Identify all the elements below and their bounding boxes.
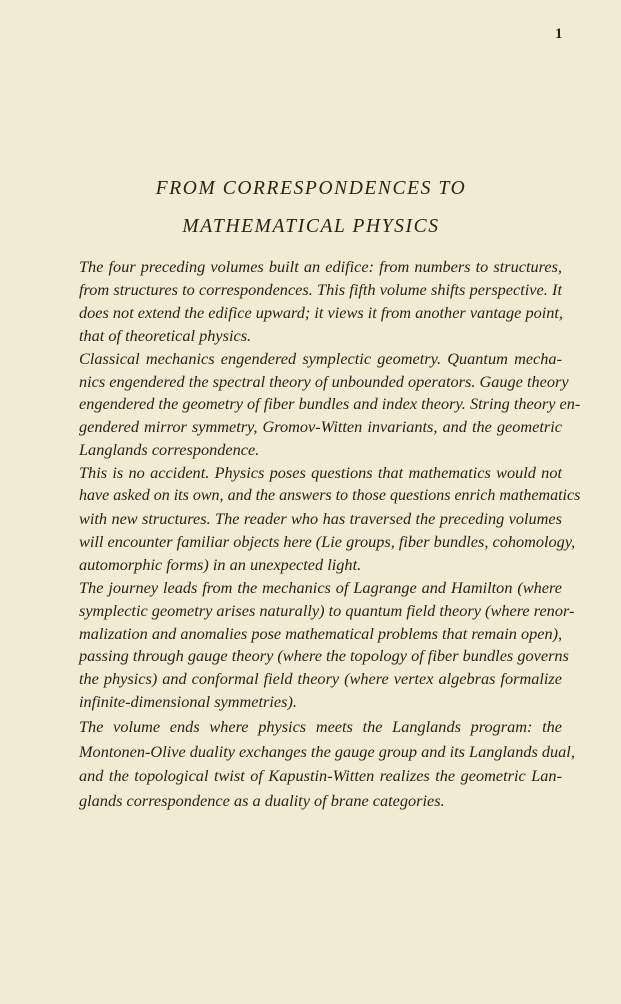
paragraph-3 <box>59 462 581 577</box>
text-line: The volume ends where physics meets the Langlands program: the <box>79 717 562 737</box>
text-line: The four preceding volumes built an edifice: from numbers to structures, <box>79 257 562 276</box>
text-line: symplectic geometry arises naturally) to quantum field theory (where renor- <box>79 600 575 620</box>
text-line: that of theoretical physics. <box>79 325 252 345</box>
text-line: and the topological twist of Kapustin-Witten realizes the geometric Lan- <box>79 766 562 786</box>
page-number: 1 <box>555 26 563 42</box>
text-line: from structures to correspondences. This fifth volume shifts perspective. It <box>79 279 562 299</box>
text-line: glands correspondence as a duality of brane categories. <box>79 790 445 810</box>
text-line: infinite-dimensional symmetries). <box>79 692 297 712</box>
text-line: with new structures. The reader who has traversed the preceding volumes <box>79 508 562 528</box>
text-line: malization and anomalies pose mathematical problems that remain open), <box>79 623 563 643</box>
paragraph-4 <box>59 577 575 714</box>
text-line: automorphic forms) in an unexpected light. <box>79 554 362 574</box>
text-line: Langlands correspondence. <box>79 440 260 460</box>
text-line: The journey leads from the mechanics of Lagrange and Hamilton (where <box>79 577 562 597</box>
chapter-title <box>60 170 562 246</box>
text-line: passing through gauge theory (where the topology of fiber bundles governs <box>79 646 569 666</box>
paragraph-2 <box>59 348 581 463</box>
text-line: Classical mechanics engendered symplectic geometry. Quantum mecha- <box>79 348 562 368</box>
chapter-title-line-2: MATHEMATICAL PHYSICS <box>182 216 440 238</box>
paragraph-5 <box>59 715 575 813</box>
text-line: This is no accident. Physics poses questions that mathematics would not <box>79 463 562 483</box>
text-line: will encounter familiar objects here (Lie groups, fiber bundles, cohomology, <box>79 531 576 551</box>
text-line: the physics) and conformal field theory (where vertex algebras formalize <box>79 669 562 689</box>
text-line: nics engendered the spectral theory of unbounded operators. Gauge theory <box>79 371 569 391</box>
text-line: does not extend the edifice upward; it views it from another vantage point, <box>79 302 563 322</box>
paragraph-1 <box>59 256 562 348</box>
body-text <box>59 256 581 813</box>
text-line: engendered the geometry of fiber bundles and index theory. String theory en- <box>79 394 581 414</box>
text-line: have asked on its own, and the answers to those questions enrich mathematics <box>79 487 581 505</box>
text-line: gendered mirror symmetry, Gromov-Witten invariants, and the geometric <box>79 417 562 437</box>
text-line: Montonen-Olive duality exchanges the gauge group and its Langlands dual, <box>79 741 575 761</box>
chapter-title-line-1: FROM CORRESPONDENCES TO <box>155 178 467 200</box>
